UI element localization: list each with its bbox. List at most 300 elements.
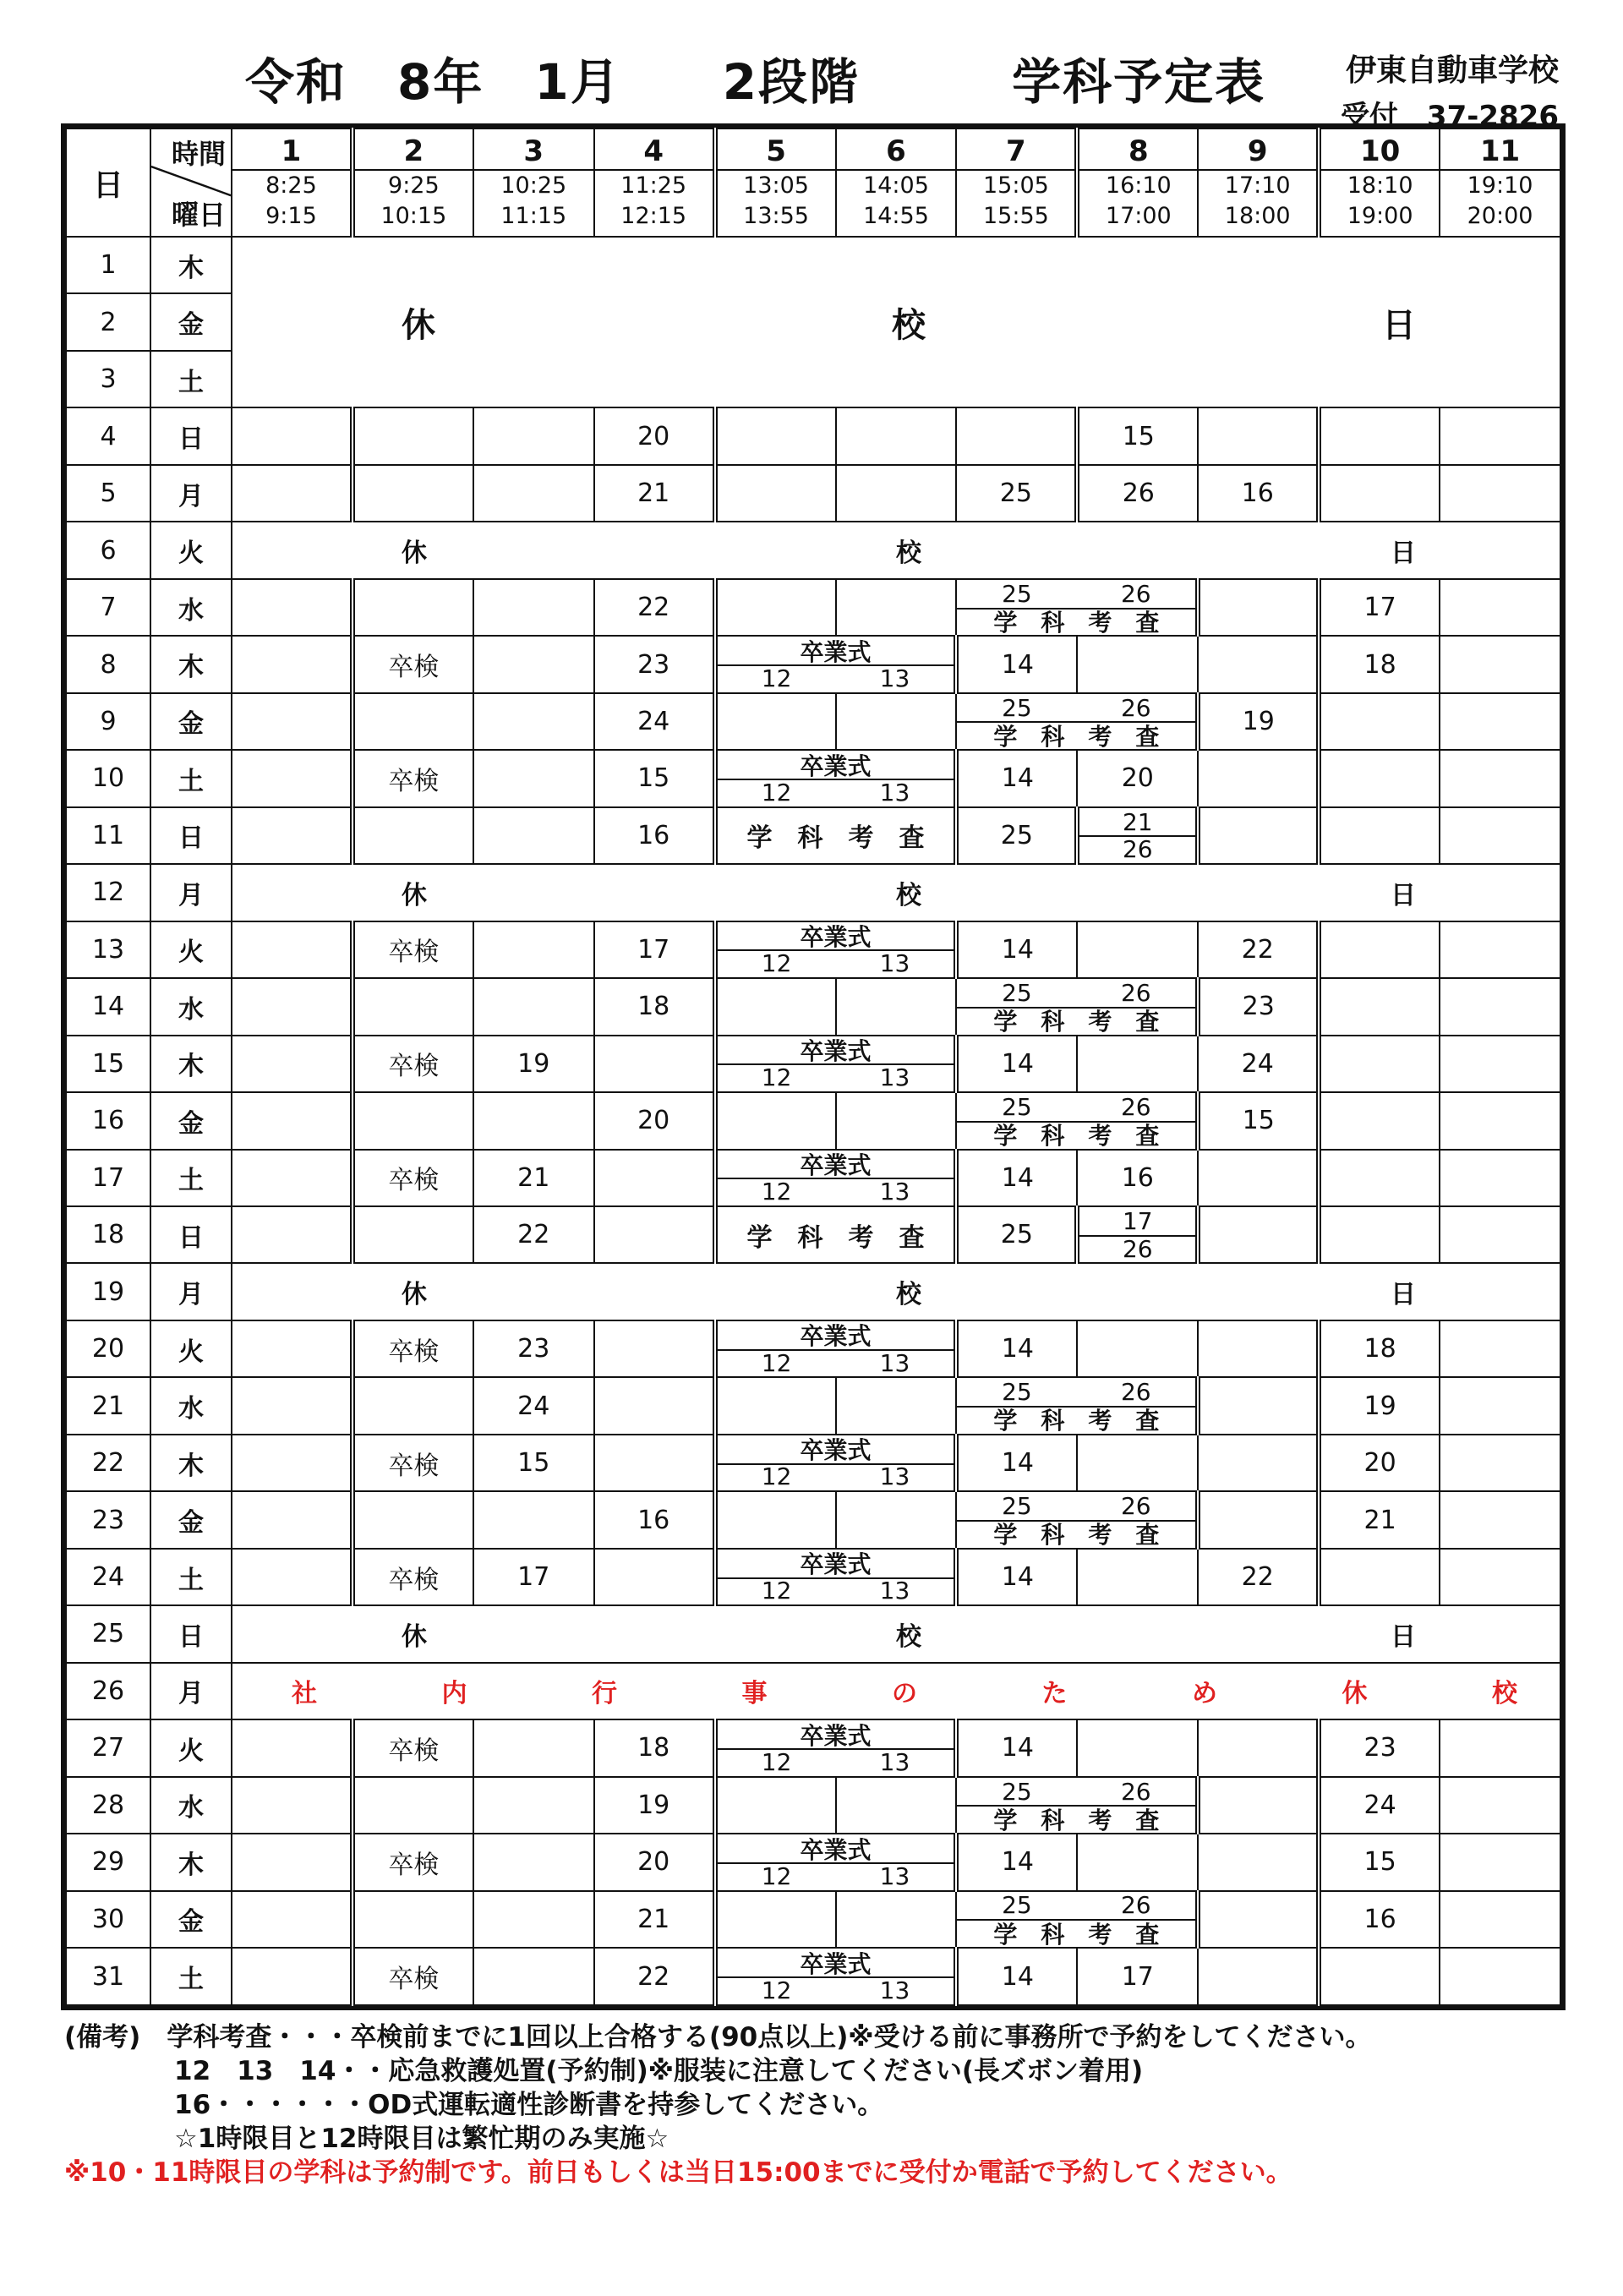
period-number: 4 — [595, 134, 713, 171]
period-cell — [352, 1092, 473, 1149]
weekday — [150, 1206, 232, 1263]
cell-value: 14 — [1001, 934, 1034, 965]
period-cell — [473, 693, 594, 750]
weekday — [150, 750, 232, 806]
period-start: 9:25 — [388, 172, 440, 199]
period-cell — [1440, 1491, 1560, 1548]
period-cell — [836, 1891, 957, 1948]
day-row — [66, 1891, 1560, 1948]
cell-value: 15 — [1242, 1106, 1275, 1136]
weekday — [150, 864, 232, 921]
weekday-text: 土 — [178, 1965, 204, 1995]
closure-char: 事 — [741, 1679, 768, 1709]
period-cell — [352, 1948, 473, 2005]
day-row — [66, 465, 1560, 522]
day-number-text: 15 — [91, 1048, 125, 1079]
period-cell — [473, 1435, 594, 1491]
period-number: 5 — [718, 134, 835, 171]
period-cell — [715, 579, 836, 636]
day-number-text: 6 — [100, 535, 117, 566]
graduation-ceremony-block — [715, 1719, 957, 1776]
day-number — [66, 579, 150, 636]
period-cell — [1440, 1777, 1560, 1834]
weekday — [150, 1719, 232, 1776]
graduation-ceremony-block — [715, 1150, 957, 1206]
gakka-kousa-label: 学 科 考 査 — [993, 722, 1160, 751]
day-number-text: 8 — [100, 649, 117, 680]
period-number: 7 — [957, 134, 1074, 171]
period-cell — [473, 1777, 594, 1834]
note-line: 12 13 14・・応急救護処置(予約制)※服装に注意してください(長ズボン着用) — [174, 2056, 1144, 2086]
period-cell — [715, 693, 836, 750]
gakka-kousa-label: 学 科 考 査 — [746, 1222, 925, 1253]
weekday-text: 月 — [178, 481, 204, 511]
period-cell — [1440, 807, 1560, 864]
period-header — [232, 128, 352, 237]
period-cell — [1440, 1948, 1560, 2005]
day-number — [66, 636, 150, 692]
weekday — [150, 921, 232, 978]
period-5-value: 12 — [761, 949, 792, 978]
cell-value: 21 — [517, 1162, 550, 1193]
weekday-text: 月 — [178, 1280, 204, 1310]
cell-value: 14 — [1001, 1562, 1034, 1593]
period-cell — [594, 1377, 715, 1434]
period-8-value: 26 — [1120, 1777, 1151, 1806]
holiday-char: 日 — [1382, 305, 1416, 345]
day-number-text: 25 — [91, 1619, 125, 1649]
period-cell — [594, 1206, 715, 1263]
gakka-kousa-label: 学 科 考 査 — [993, 1920, 1160, 1949]
graduation-ceremony-label: 卒業式 — [800, 1721, 872, 1750]
note-line: (備考) 学科考査・・・卒検前までに1回以上合格する(90点以上)※受ける前に事務所で予約をしてください。 — [64, 2022, 1372, 2053]
period-cell — [1319, 807, 1440, 864]
day-row — [66, 522, 1560, 578]
period-5-value: 12 — [761, 1577, 792, 1605]
day-number — [66, 1491, 150, 1548]
holiday-row — [232, 1605, 1560, 1662]
cell-value: 22 — [1241, 1562, 1274, 1593]
cell-value: 20 — [1121, 763, 1154, 794]
cell-value: 卒検 — [388, 938, 440, 968]
day-number — [66, 1719, 150, 1776]
period-cell — [1077, 1320, 1198, 1377]
holiday-char: 日 — [1391, 538, 1416, 569]
cell-value: 22 — [637, 593, 670, 623]
day-row — [66, 579, 1560, 636]
period-cell — [956, 1719, 1077, 1776]
gakka-kousa-label: 学 科 考 査 — [993, 1806, 1160, 1834]
graduation-ceremony-label: 卒業式 — [800, 1550, 872, 1579]
period-cell — [1319, 1092, 1440, 1149]
exam-block — [956, 1777, 1198, 1834]
cell-value: 17 — [1363, 593, 1396, 623]
period-cell — [1319, 1320, 1440, 1377]
period-cell — [352, 1549, 473, 1605]
gakka-kousa-label: 学 科 考 査 — [993, 1008, 1160, 1036]
period-cell — [1077, 1435, 1198, 1491]
day-number — [66, 864, 150, 921]
cell-value: 14 — [1001, 1048, 1034, 1079]
day-row — [66, 237, 1560, 293]
period-cell — [594, 1948, 715, 2005]
cell-value: 26 — [1122, 478, 1155, 509]
period-cell — [1319, 1549, 1440, 1605]
weekday — [150, 807, 232, 864]
period-cell — [715, 465, 836, 522]
day-header — [66, 128, 150, 237]
period-7-value: 25 — [1002, 1378, 1032, 1407]
weekday-text: 木 — [178, 653, 204, 683]
day-number-text: 7 — [100, 593, 117, 623]
weekday-text: 土 — [178, 367, 204, 397]
period-cell — [1440, 636, 1560, 692]
weekday — [150, 1320, 232, 1377]
period-cell — [1319, 1891, 1440, 1948]
weekday — [150, 1777, 232, 1834]
period-cell — [352, 1891, 473, 1948]
period-cell — [352, 693, 473, 750]
period-cell — [232, 978, 352, 1035]
day-number — [66, 921, 150, 978]
period-cell — [232, 1549, 352, 1605]
graduation-ceremony-label: 卒業式 — [800, 1036, 872, 1065]
period-cell — [956, 921, 1077, 978]
period-cell — [956, 465, 1077, 522]
schedule-table — [61, 123, 1566, 2010]
weekday — [150, 237, 232, 293]
period-cell — [1077, 1036, 1198, 1092]
period-cell — [594, 1435, 715, 1491]
day-number — [66, 351, 150, 407]
cell-value: 21 — [637, 1904, 670, 1934]
period-cell — [352, 978, 473, 1035]
cell-value: 24 — [1363, 1790, 1396, 1820]
period-cell — [1440, 1206, 1560, 1263]
period-cell — [956, 636, 1077, 692]
holiday-char: 日 — [1391, 880, 1416, 910]
weekday-text: 金 — [178, 1108, 204, 1139]
day-row — [66, 636, 1560, 692]
cell-value: 22 — [637, 1961, 670, 1992]
cell-value: 22 — [1241, 934, 1274, 965]
period-cell — [1440, 921, 1560, 978]
graduation-ceremony-label: 卒業式 — [800, 1151, 872, 1179]
weekday — [150, 1891, 232, 1948]
period-cell — [1440, 750, 1560, 806]
period-cell — [1319, 921, 1440, 978]
period-cell — [473, 1320, 594, 1377]
cell-value: 18 — [1363, 649, 1396, 680]
day-row — [66, 1092, 1560, 1149]
period-cell — [1198, 1150, 1319, 1206]
cell-value: 卒検 — [388, 1736, 440, 1766]
period-cell — [1198, 1549, 1319, 1605]
day-number — [66, 237, 150, 293]
cell-value: 卒検 — [388, 1965, 440, 1995]
day-row — [66, 750, 1560, 806]
exam-block — [956, 1891, 1198, 1948]
period-cell — [594, 1036, 715, 1092]
holiday-char: 休 — [402, 305, 435, 345]
period-cell — [594, 1320, 715, 1377]
period-cell — [1440, 407, 1560, 464]
period-6-value: 13 — [879, 778, 910, 806]
day-number — [66, 1948, 150, 2005]
day-number — [66, 978, 150, 1035]
period-6-value: 13 — [879, 664, 910, 692]
period-cell — [473, 1491, 594, 1548]
day-number — [66, 1605, 150, 1662]
period-cell — [352, 1719, 473, 1776]
weekday-text: 水 — [178, 1793, 204, 1823]
period-cell — [956, 1206, 1077, 1263]
weekday-text: 水 — [178, 1394, 204, 1424]
cell-value: 16 — [1363, 1904, 1396, 1934]
period-start: 8:25 — [265, 172, 317, 199]
period-cell — [1077, 1150, 1198, 1206]
cell-value: 25 — [1000, 1220, 1033, 1250]
period-cell — [1198, 1036, 1319, 1092]
period-cell — [352, 407, 473, 464]
closure-char: 校 — [1492, 1679, 1517, 1709]
period-7-value: 25 — [1002, 1777, 1032, 1806]
period-cell — [352, 1834, 473, 1890]
period-number: 1 — [232, 134, 350, 171]
period-start: 10:25 — [500, 172, 567, 199]
day-number — [66, 1036, 150, 1092]
day-row — [66, 1834, 1560, 1890]
day-number — [66, 1206, 150, 1263]
period-cell — [232, 1834, 352, 1890]
period-cell — [956, 1948, 1077, 2005]
exam-block — [956, 1491, 1198, 1548]
period-cell — [715, 1891, 836, 1948]
cell-value: 15 — [1122, 421, 1155, 451]
period-cell — [352, 1777, 473, 1834]
period-cell — [1440, 1036, 1560, 1092]
weekday — [150, 1834, 232, 1890]
holiday-block — [232, 237, 1560, 407]
weekday-text: 木 — [178, 1052, 204, 1082]
period-7-value: 25 — [1002, 978, 1032, 1007]
period-cell — [352, 807, 473, 864]
weekday-text: 土 — [178, 1166, 204, 1196]
period-cell — [352, 1320, 473, 1377]
cell-value: 17 — [517, 1562, 550, 1593]
period-end: 15:55 — [982, 203, 1049, 229]
period-cell — [473, 978, 594, 1035]
period-cell — [836, 407, 957, 464]
weekday-text: 金 — [178, 709, 204, 740]
period-cell — [1440, 1719, 1560, 1776]
period-end: 13:55 — [743, 203, 809, 229]
cell-value: 24 — [1241, 1048, 1274, 1079]
period-cell — [1319, 1377, 1440, 1434]
holiday-char: 校 — [896, 1621, 921, 1652]
day-row — [66, 1263, 1560, 1320]
day-number — [66, 1435, 150, 1491]
day-number-text: 9 — [100, 706, 117, 736]
day-number-text: 4 — [100, 421, 117, 451]
gakka-kousa-label: 学 科 考 査 — [746, 823, 925, 854]
day-number-text: 30 — [91, 1904, 125, 1934]
weekday-text: 日 — [178, 424, 204, 455]
day-number — [66, 1263, 150, 1320]
graduation-ceremony-label: 卒業式 — [800, 1835, 872, 1864]
day-number — [66, 465, 150, 522]
period-cell — [1440, 978, 1560, 1035]
closure-char: 社 — [292, 1679, 317, 1709]
day-number-text: 14 — [91, 992, 125, 1022]
period-header — [1440, 128, 1560, 237]
period-header — [836, 128, 957, 237]
period-cell — [232, 1491, 352, 1548]
period-cell — [473, 636, 594, 692]
period-cell — [594, 1777, 715, 1834]
weekday — [150, 1263, 232, 1320]
period-cell — [473, 407, 594, 464]
time-weekday-corner — [150, 128, 232, 237]
weekday — [150, 1036, 232, 1092]
period-cell — [473, 579, 594, 636]
cell-value: 17 — [637, 934, 670, 965]
period-end: 19:00 — [1347, 203, 1413, 229]
weekday-text: 月 — [178, 880, 204, 910]
period-cell — [1077, 1948, 1198, 2005]
period-5-value: 12 — [761, 664, 792, 692]
period-cell — [1319, 1206, 1440, 1263]
period-end: 11:15 — [500, 203, 567, 229]
period-cell — [1440, 1435, 1560, 1491]
graduation-ceremony-label: 卒業式 — [800, 637, 872, 666]
period-cell — [956, 750, 1077, 806]
holiday-char: 休 — [402, 1280, 427, 1310]
day-number-text: 16 — [91, 1106, 125, 1136]
day-row — [66, 1435, 1560, 1491]
weekday — [150, 407, 232, 464]
cell-value: 17 — [1121, 1961, 1154, 1992]
period-cell — [232, 1377, 352, 1434]
day-number-text: 5 — [100, 478, 117, 509]
period-cell — [1077, 750, 1198, 806]
period-cell — [594, 1150, 715, 1206]
period-header — [594, 128, 715, 237]
closure-char: た — [1041, 1679, 1068, 1709]
period-cell — [594, 465, 715, 522]
period-cell — [1319, 579, 1440, 636]
period-5-value: 12 — [761, 1462, 792, 1491]
period-cell — [1440, 1549, 1560, 1605]
day-number — [66, 407, 150, 464]
period-cell — [1319, 465, 1440, 522]
schedule-grid — [65, 128, 1561, 2006]
period-5-value: 12 — [761, 1178, 792, 1206]
period-cell — [352, 1036, 473, 1092]
closure-char: 内 — [441, 1679, 467, 1709]
weekday-text: 木 — [178, 253, 204, 283]
exam-block — [956, 1092, 1198, 1149]
weekday-text: 火 — [178, 1736, 204, 1766]
period-number: 2 — [355, 134, 473, 171]
cell-value: 18 — [1363, 1334, 1396, 1364]
period-cell — [352, 1435, 473, 1491]
period-cell — [1319, 636, 1440, 692]
weekday — [150, 1092, 232, 1149]
school-name: 伊東自動車学校 — [1345, 53, 1559, 88]
period-cell — [1440, 1891, 1560, 1948]
period-cell — [1319, 1834, 1440, 1890]
period-end: 12:15 — [620, 203, 687, 229]
weekday — [150, 579, 232, 636]
day-number — [66, 1549, 150, 1605]
weekday — [150, 465, 232, 522]
period-cell — [1319, 1491, 1440, 1548]
period-cell — [956, 1320, 1077, 1377]
period-cell — [594, 636, 715, 692]
period-end: 14:55 — [863, 203, 929, 229]
period-cell — [1198, 921, 1319, 978]
day-number-text: 22 — [91, 1448, 125, 1479]
period-cell — [232, 1150, 352, 1206]
graduation-ceremony-label: 卒業式 — [800, 923, 872, 951]
closure-char: 行 — [592, 1679, 617, 1709]
weekday — [150, 522, 232, 578]
weekday-text: 火 — [178, 538, 204, 569]
period-cell — [956, 1036, 1077, 1092]
period-number: 6 — [837, 134, 956, 171]
day-row — [66, 1377, 1560, 1434]
period-cell — [836, 465, 957, 522]
day-row — [66, 1719, 1560, 1776]
period-cell — [1198, 465, 1319, 522]
period-cell — [956, 1435, 1077, 1491]
period-cell — [1077, 1719, 1198, 1776]
cell-value: 23 — [637, 649, 670, 680]
day-number-text: 24 — [91, 1562, 125, 1593]
cell-value: 20 — [1363, 1448, 1396, 1479]
period-cell — [352, 921, 473, 978]
period-header — [473, 128, 594, 237]
period-5-value: 12 — [761, 1063, 792, 1092]
cell-value: 20 — [637, 1106, 670, 1136]
day-number-text: 20 — [91, 1334, 125, 1364]
day-row — [66, 807, 1560, 864]
day-number — [66, 1150, 150, 1206]
period-cell — [232, 693, 352, 750]
weekday-text: 金 — [178, 310, 204, 341]
day-row — [66, 1320, 1560, 1377]
period-number: 10 — [1321, 134, 1439, 171]
graduation-ceremony-block — [715, 1036, 957, 1092]
graduation-ceremony-block — [715, 1320, 957, 1377]
day-number-text: 10 — [91, 763, 125, 794]
period-cell — [1198, 978, 1319, 1035]
weekday-label: 曜日 — [171, 199, 226, 231]
day-row — [66, 1491, 1560, 1548]
day-number — [66, 293, 150, 350]
period-start: 19:10 — [1467, 172, 1533, 199]
day-row — [66, 1150, 1560, 1206]
period-number: 9 — [1199, 134, 1316, 171]
period-6-value: 13 — [879, 1747, 910, 1776]
period-cell — [1198, 1491, 1319, 1548]
holiday-char: 日 — [1391, 1621, 1416, 1652]
period-cell — [232, 921, 352, 978]
period-cell — [1198, 693, 1319, 750]
day-number-text: 28 — [91, 1790, 125, 1820]
period-cell — [1319, 1150, 1440, 1206]
